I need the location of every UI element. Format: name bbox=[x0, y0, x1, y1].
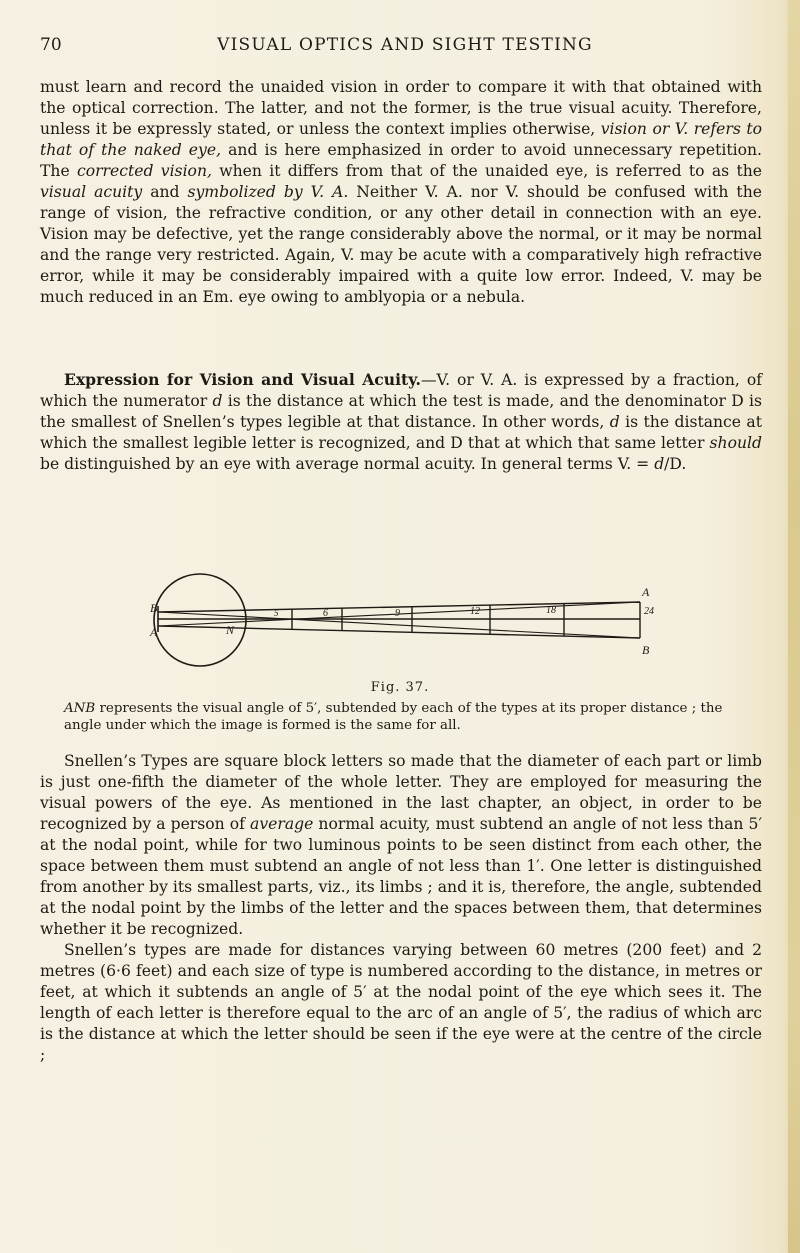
label-b-right: B bbox=[642, 643, 650, 657]
para2-italic-c: should bbox=[709, 434, 762, 452]
para2-text-a: —V. or V. A. is expressed by a fraction, of which the numerator bbox=[40, 371, 762, 410]
para1-text-e: Neither V. A. nor V. should be confused with the range of vision, the refractive condition, or any other detail in connection with an eye. Vision may be defective, yet the range considerably above the normal, or it may be normal and the range very restricted. Again, V. may be acute with a comparatively high refractive error, while it may be considerably impaired with a quite low error. Indeed, V. may be much reduced in an Em. eye owing to amblyopia or a nebula. bbox=[40, 183, 762, 306]
para2-text-b: is the distance at which the test is made, and the denominator D is the smallest of Snellen’s types legible at that distance. In other words, bbox=[40, 392, 762, 431]
label-a: A bbox=[642, 585, 650, 599]
figure-caption bbox=[64, 700, 764, 734]
para2-text-e: /D. bbox=[664, 455, 687, 473]
para1-text-a: must learn and record the unaided vision in order to compare it with that obtained with the optical correction. The latter, and not the former, is the true visual acuity. Therefore, unless it be expressly stated, or unless the context implies otherwise, bbox=[40, 78, 762, 138]
para1-text-c: when it differs from that of the unaided eye, is referred to as the bbox=[211, 162, 762, 180]
caption-italic: ANB bbox=[64, 701, 96, 716]
figure-label: Fig. 37. bbox=[370, 680, 430, 695]
mark-24: 24 bbox=[644, 606, 654, 617]
label-b-top: B bbox=[150, 601, 158, 615]
para3-text-b: normal acuity, must subtend an angle of not less than 5′ at the nodal point, while for two luminous points to be seen distinct from each other, the space between them must subtend an angle of not less than 1′. One letter is distinguished from another by its smallest parts, viz., its limbs ; and it is, therefore, the angle, subtended at the nodal point by the limbs of the letter and the spaces between them, that determines whether it be recognized. bbox=[40, 815, 763, 938]
section-heading: Expression for Vision and Visual Acuity. bbox=[64, 370, 421, 389]
eye-circle bbox=[154, 574, 246, 666]
label-n: N bbox=[226, 623, 235, 637]
para2-text-c: is the distance at which the smallest legible letter is recognized, and D that at which that same letter bbox=[40, 413, 762, 452]
page-number: 70 bbox=[40, 35, 62, 55]
para4-text: Snellen’s types are made for distances varying between 60 metres (200 feet) and 2 metres (6·6 feet) and each size of type is numbered according to the distance, in metres or feet, at which it subtends an angle of 5′ at the nodal point of the eye which sees it. The length of each letter is therefore equal to the arc of an angle of 5′, the radius of which arc is the distance at which the letter should be seen if the eye were at the centre of the circle ; bbox=[40, 941, 762, 1064]
para1-text-b: and is here emphasized in order to avoid unnecessary repetition. The bbox=[40, 141, 763, 180]
para1-italic-a: vision or V. refers to that of the naked eye, bbox=[40, 120, 762, 159]
page-header bbox=[40, 35, 770, 61]
label-a-bottom: A bbox=[150, 625, 158, 639]
mark-9: 9 bbox=[395, 608, 400, 619]
visual-angle-diagram bbox=[120, 562, 680, 674]
para1-italic-b: corrected vision, bbox=[76, 162, 212, 180]
caption-text: represents the visual angle of 5′, subtended by each of the types at its proper distance ; the angle under which the image is formed is the same for all. bbox=[64, 701, 723, 733]
paragraph-snellens-distances bbox=[40, 940, 762, 1066]
mark-5: 5 bbox=[274, 608, 279, 618]
paragraph-unaided-vision bbox=[40, 77, 762, 308]
paragraph-snellens-types bbox=[40, 751, 762, 940]
page-edge bbox=[788, 0, 800, 1253]
para2-text-d: be distinguished by an eye with average normal acuity. In general terms V. = bbox=[40, 455, 655, 473]
para1-text-d: and bbox=[142, 183, 188, 201]
para1-italic-d: symbolized by V. A. bbox=[187, 183, 349, 201]
figure-37-diagram bbox=[120, 562, 680, 674]
para2-italic-b: d bbox=[609, 413, 620, 431]
mark-18: 18 bbox=[546, 605, 556, 616]
para3-italic: average bbox=[250, 815, 314, 833]
para2-italic-a: d bbox=[212, 392, 223, 410]
mark-6: 6 bbox=[323, 608, 328, 619]
para2-italic-d: d bbox=[654, 455, 665, 473]
para3-text: Snellen’s Types are square block letters so made that the diameter of each part or limb is just one-fifth the diameter of the whole letter. They are employed for measuring the visual powers of the eye. As mentioned in the last chapter, an object, in order to be recognized by a person of bbox=[40, 752, 762, 833]
running-title: VISUAL OPTICS AND SIGHT TESTING bbox=[217, 35, 593, 55]
mark-12: 12 bbox=[470, 606, 480, 617]
para1-italic-c: visual acuity bbox=[40, 183, 143, 201]
paragraph-expression-for-vision bbox=[40, 369, 762, 475]
